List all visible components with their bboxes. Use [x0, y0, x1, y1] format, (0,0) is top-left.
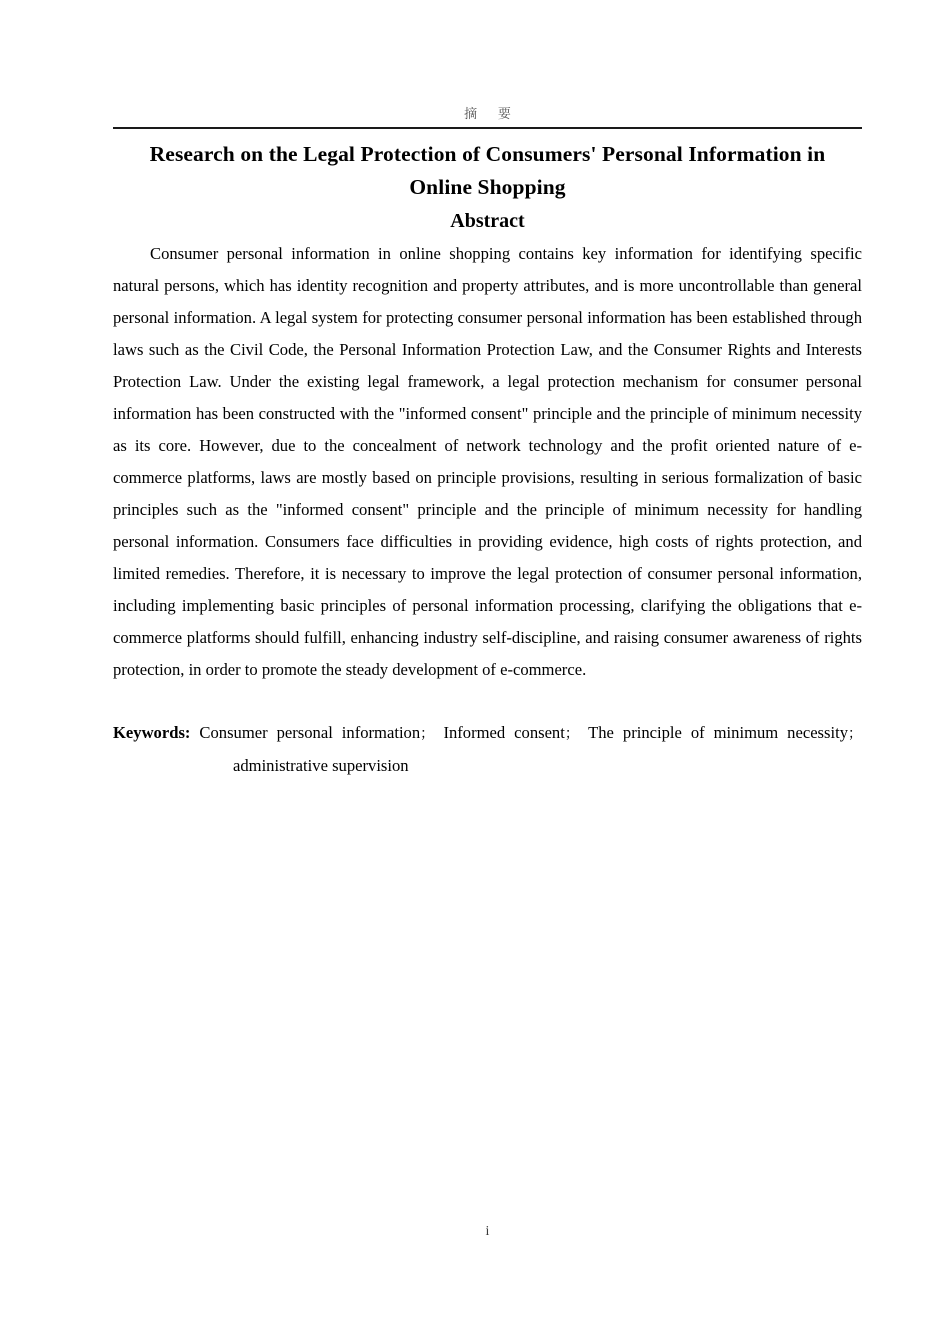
keyword-separator: ； — [420, 726, 444, 742]
keyword-item: Informed consent — [443, 723, 565, 742]
content-column — [113, 138, 862, 782]
page-title: Research on the Legal Protection of Consumers' Personal Information in Online Shopping — [149, 142, 826, 199]
abstract-body-text: Consumer personal information in online shopping contains key information for identifying specific natural persons, which has identity recognition and property attributes, and is more uncontrollable than general personal information. A legal system for protecting consumer personal information has been established through laws such as the Civil Code, the Personal Information Protection Law, and the Consumer Rights and Interests Protection Law. Under the existing legal framework, a legal protection mechanism for consumer personal information has been constructed with the "informed consent" principle and the principle of minimum necessity as its core. However, due to the concealment of network technology and the profit oriented nature of e-commerce platforms, laws are mostly based on principle provisions, resulting in serious formalization of basic principles such as the "informed consent" principle and the principle of minimum necessity for handling personal information. Consumers face difficulties in providing evidence, high costs of rights protection, and limited remedies. Therefore, it is necessary to improve the legal protection of consumer personal information, including implementing basic principles of personal information processing, clarifying the obligations that e-commerce platforms should fulfill, enhancing industry self-discipline, and raising consumer awareness of rights protection, in order to promote the steady development of e-commerce. — [113, 244, 862, 679]
header-divider — [113, 127, 862, 129]
keywords-label: Keywords: — [113, 723, 191, 742]
keyword-item: administrative supervision — [233, 756, 409, 775]
running-header-label: 摘 要 — [464, 107, 516, 122]
keyword-separator: ； — [848, 726, 862, 742]
keywords-list — [190, 723, 862, 775]
page-number: i — [485, 1224, 490, 1239]
abstract-heading: Abstract — [450, 210, 525, 232]
keyword-separator: ； — [564, 726, 589, 742]
keyword-item: The principle of minimum necessity — [588, 723, 848, 742]
page-footer — [113, 1222, 862, 1242]
running-header — [113, 106, 862, 137]
keywords-block — [113, 686, 862, 782]
keyword-item: Consumer personal information — [199, 723, 421, 742]
